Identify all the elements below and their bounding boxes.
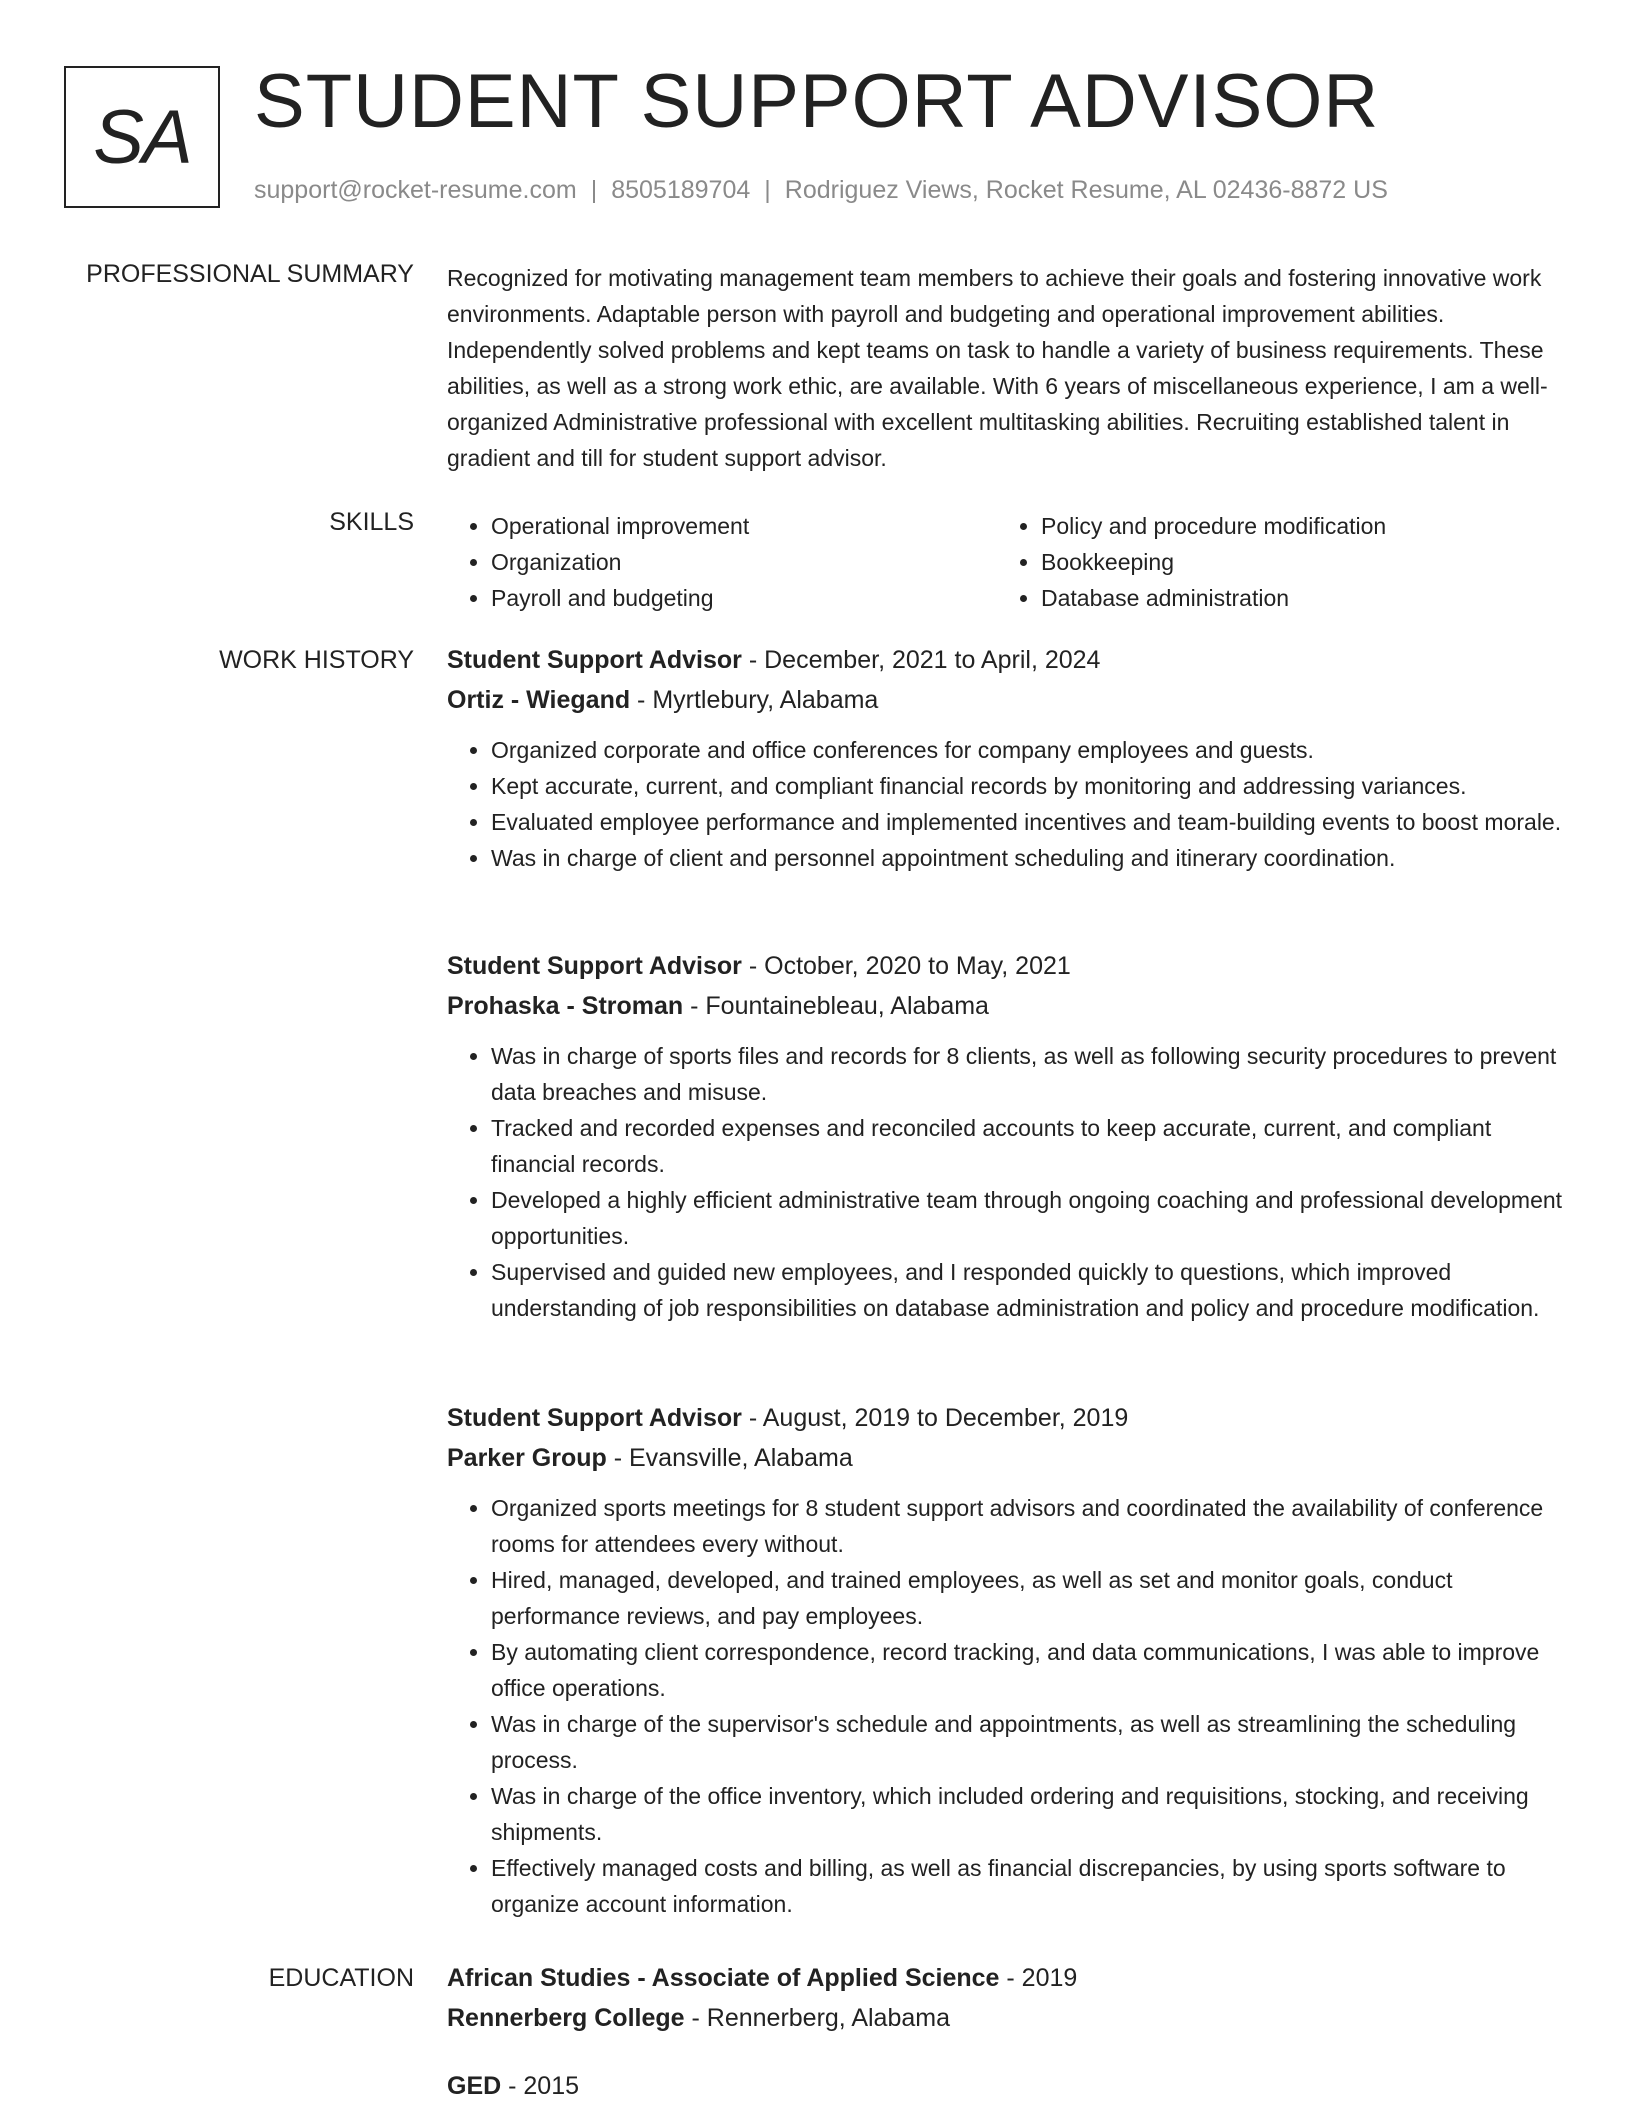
skill-item: • Database administration [1041,580,1547,616]
job-company: Parker Group [447,1444,607,1472]
job-company: Ortiz - Wiegand [447,686,631,714]
skill-item: • Operational improvement [491,508,997,544]
job-bullet: • Was in charge of the office inventory, which included ordering and requisitions, stocking, and receiving shipments. [491,1778,1577,1850]
skill-item: • Policy and procedure modification [1041,508,1547,544]
degree-year: - 2019 [999,1964,1078,1992]
degree-name: African Studies - Associate of Applied Science [447,1964,1000,1992]
education-label: EDUCATION [268,1964,414,1992]
job-dates: - December, 2021 to April, 2024 [741,646,1101,674]
contact-separator: | [764,176,771,204]
skill-item: • Bookkeeping [1041,544,1547,580]
education-entry [447,1958,1577,2038]
job-dates: - August, 2019 to December, 2019 [741,1404,1129,1432]
contact-email[interactable]: support@rocket-resume.com [254,176,577,204]
job-bullet: • Developed a highly efficient administrative team through ongoing coaching and professional development opportunities. [491,1182,1577,1254]
job-bullet: • Supervised and guided new employees, and I responded quickly to questions, which improved understanding of job responsibilities on database administration and policy and procedure modification. [491,1254,1577,1326]
education-entry [447,2066,1577,2106]
job-location: - Evansville, Alabama [606,1444,853,1472]
job-bullets [447,1038,1577,1326]
job-entry [447,946,1577,1326]
skills-list-left [447,508,997,616]
job-entry [447,640,1577,876]
degree-year: - 2015 [501,2072,580,2100]
job-company: Prohaska - Stroman [447,992,684,1020]
job-company-line [447,680,1577,720]
job-title-line [447,640,1577,680]
summary-label: PROFESSIONAL SUMMARY [86,260,414,288]
job-title: Student Support Advisor [447,646,742,674]
job-bullet: • Effectively managed costs and billing, as well as financial discrepancies, by using sports software to organize account information. [491,1850,1577,1922]
job-location: - Myrtlebury, Alabama [630,686,879,714]
job-location: - Fountainebleau, Alabama [683,992,989,1020]
degree-name: GED [447,2072,502,2100]
job-title: Student Support Advisor [447,1404,742,1432]
job-company-line [447,1438,1577,1478]
job-title: Student Support Advisor [447,952,742,980]
skill-item: • Organization [491,544,997,580]
contact-phone[interactable]: 8505189704 [611,176,751,204]
skill-item: • Payroll and budgeting [491,580,997,616]
job-bullets [447,732,1577,876]
job-bullet: • Kept accurate, current, and compliant financial records by monitoring and addressing variances. [491,768,1577,804]
summary-text: Recognized for motivating management team members to achieve their goals and fostering innovative work environments. Adaptable person with payroll and budgeting and operational improvement abilities. Independently solved problems and kept teams on task to handle a variety of business requirements. These abilities, as well as a strong work ethic, are available. With 6 years of miscellaneous experience, I am a well-organized Administrative professional with excellent multitasking abilities. Recruiting established talent in gradient and till for student support advisor. [447,265,1548,471]
work-history-label: WORK HISTORY [219,646,414,674]
degree-line [447,1958,1577,1998]
degree-line [447,2066,1577,2106]
contact-address: Rodriguez Views, Rocket Resume, AL 02436-8872 US [784,176,1388,204]
job-bullet: • Was in charge of the supervisor's schedule and appointments, as well as streamlining the scheduling process. [491,1706,1577,1778]
job-title-line [447,946,1577,986]
job-bullet: • Evaluated employee performance and implemented incentives and team-building events to boost morale. [491,804,1577,840]
school-name: Rennerberg College [447,2004,685,2032]
contact-separator: | [590,176,598,204]
school-location: - Rennerberg, Alabama [684,2004,950,2032]
job-bullets [447,1490,1577,1922]
job-dates: - October, 2020 to May, 2021 [741,952,1071,980]
contact-line [254,176,1388,205]
job-bullet: • Was in charge of client and personnel appointment scheduling and itinerary coordination. [491,840,1577,876]
job-company-line [447,986,1577,1026]
job-title-line [447,1398,1577,1438]
job-entry [447,1398,1577,1922]
job-bullet: • Organized sports meetings for 8 student support advisors and coordinated the availability of conference rooms for attendees every without. [491,1490,1577,1562]
job-bullet: • Was in charge of sports files and records for 8 clients, as well as following security procedures to prevent data breaches and misuse. [491,1038,1577,1110]
skills-label: SKILLS [329,508,414,536]
school-line [447,1998,1577,2038]
resume-title: STUDENT SUPPORT ADVISOR [254,59,1380,144]
skills-list-right [997,508,1547,616]
job-bullet: • By automating client correspondence, record tracking, and data communications, I was able to improve office operations. [491,1634,1577,1706]
job-bullet: • Hired, managed, developed, and trained employees, as well as set and monitor goals, conduct performance reviews, and pay employees. [491,1562,1577,1634]
monogram-badge: SA [64,66,220,208]
job-bullet: • Organized corporate and office conferences for company employees and guests. [491,732,1577,768]
job-bullet: • Tracked and recorded expenses and reconciled accounts to keep accurate, current, and compliant financial records. [491,1110,1577,1182]
